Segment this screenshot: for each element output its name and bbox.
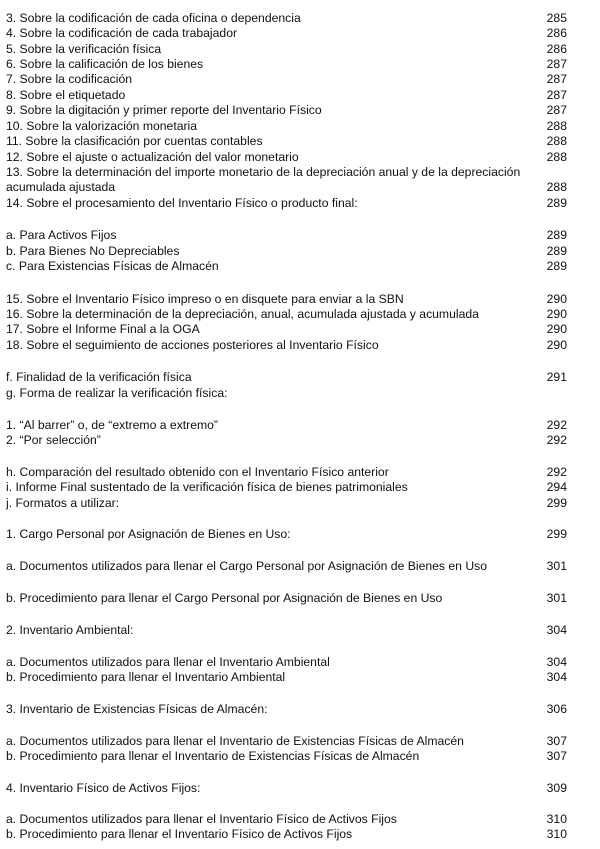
toc-entry-text: i. Informe Final sustentado de la verificación física de bienes patrimoniales bbox=[6, 480, 408, 494]
toc-entry bbox=[6, 119, 567, 134]
toc-entry-page: 301 bbox=[546, 559, 567, 573]
toc-entry-text: 6. Sobre la calificación de los bienes bbox=[6, 57, 204, 71]
toc-entry-text: a. Para Activos Fijos bbox=[6, 228, 117, 242]
toc-entry-page: 307 bbox=[546, 749, 567, 763]
toc-entry bbox=[6, 734, 567, 749]
toc-entry-text: 5. Sobre la verificación física bbox=[6, 42, 162, 56]
toc-entry bbox=[6, 670, 567, 685]
toc-entry bbox=[6, 26, 567, 41]
toc-entry-text: 16. Sobre la determinación de la depreciación, anual, acumulada ajustada y acumulada bbox=[6, 307, 479, 321]
toc-entry-page: 309 bbox=[546, 781, 567, 795]
toc-entry-page: 286 bbox=[546, 26, 567, 40]
toc-entry-text: 2. Inventario Ambiental: bbox=[6, 623, 134, 637]
toc-entry-text: h. Comparación del resultado obtenido con el Inventario Físico anterior bbox=[6, 465, 389, 479]
toc-entry-text: a. Documentos utilizados para llenar el Inventario Ambiental bbox=[6, 655, 330, 669]
toc-entry-page: 301 bbox=[546, 591, 567, 605]
toc-entry-page: 289 bbox=[546, 259, 567, 273]
toc-entry-page: 288 bbox=[546, 150, 567, 164]
toc-entry-page: 292 bbox=[546, 418, 567, 432]
toc-entry bbox=[6, 196, 567, 211]
toc-entry-page: 291 bbox=[546, 370, 567, 384]
toc-entry bbox=[6, 103, 567, 118]
toc-entry-page: 287 bbox=[546, 88, 567, 102]
toc-entry-text: 14. Sobre el procesamiento del Inventario Físico o producto final: bbox=[6, 196, 358, 210]
toc-entry-page: 299 bbox=[546, 496, 567, 510]
toc-entry-text: 15. Sobre el Inventario Físico impreso o en disquete para enviar a la SBN bbox=[6, 292, 404, 306]
toc-entry bbox=[6, 827, 567, 842]
toc-entry-page: 285 bbox=[546, 11, 567, 25]
toc-entry-text: 3. Sobre la codificación de cada oficina o dependencia bbox=[6, 11, 301, 25]
toc-entry-text: 4. Sobre la codificación de cada trabajador bbox=[6, 26, 238, 40]
toc-entry bbox=[6, 72, 567, 87]
toc-entry bbox=[6, 11, 567, 26]
toc-entry bbox=[6, 322, 567, 337]
toc-entry bbox=[6, 623, 567, 638]
toc-entry-page: 292 bbox=[546, 465, 567, 479]
toc-entry-text: 2. “Por selección” bbox=[6, 433, 101, 447]
toc-entry bbox=[6, 496, 567, 511]
toc-entry-page: 287 bbox=[546, 72, 567, 86]
toc-entry-text: f. Finalidad de la verificación física bbox=[6, 370, 192, 384]
toc-entry-page: 288 bbox=[546, 119, 567, 133]
toc-entry bbox=[6, 655, 567, 670]
toc-entry-page: 292 bbox=[546, 433, 567, 447]
toc-entry-text: 12. Sobre el ajuste o actualización del valor monetario bbox=[6, 150, 299, 164]
toc-entry-page: 286 bbox=[546, 42, 567, 56]
toc-entry bbox=[6, 418, 567, 433]
toc-entry-text: 8. Sobre el etiquetado bbox=[6, 88, 126, 102]
toc-entry bbox=[6, 386, 567, 401]
toc-entry-page: 304 bbox=[546, 670, 567, 684]
toc-entry-page: 289 bbox=[546, 228, 567, 242]
toc-entry bbox=[6, 433, 567, 448]
toc-entry-page: 299 bbox=[546, 527, 567, 541]
toc-entry-text: a. Documentos utilizados para llenar el Inventario Físico de Activos Fijos bbox=[6, 812, 397, 826]
toc-entry-page: 289 bbox=[546, 244, 567, 258]
toc-entry bbox=[6, 559, 567, 574]
toc-entry-text: 13. Sobre la determinación del importe monetario de la depreciación anual y de la depreciación acumulada ajustada bbox=[6, 165, 521, 194]
toc-entry bbox=[6, 781, 567, 796]
toc-entry-page: 288 bbox=[546, 134, 567, 148]
toc-entry-page: 290 bbox=[546, 322, 567, 336]
toc-entry-text: 10. Sobre la valorización monetaria bbox=[6, 119, 198, 133]
toc-entry-page: 290 bbox=[546, 307, 567, 321]
toc-entry-page: 310 bbox=[546, 827, 567, 841]
toc-entry-text: 4. Inventario Físico de Activos Fijos: bbox=[6, 781, 201, 795]
toc-entry-text: b. Procedimiento para llenar el Inventario Ambiental bbox=[6, 670, 286, 684]
toc-entry bbox=[6, 465, 567, 480]
toc-entry bbox=[6, 150, 567, 165]
toc-entry-text: b. Para Bienes No Depreciables bbox=[6, 244, 180, 258]
toc-entry bbox=[6, 259, 567, 274]
toc-entry-page: 287 bbox=[546, 57, 567, 71]
toc-entry-text: 11. Sobre la clasificación por cuentas contables bbox=[6, 134, 263, 148]
toc-entry-text: 1. “Al barrer” o, de “extremo a extremo” bbox=[6, 418, 218, 432]
toc-entry bbox=[6, 370, 567, 385]
toc-entry-text: 18. Sobre el seguimiento de acciones posteriores al Inventario Físico bbox=[6, 338, 379, 352]
toc-entry bbox=[6, 134, 567, 149]
toc-entry-text: 9. Sobre la digitación y primer reporte del Inventario Físico bbox=[6, 103, 322, 117]
toc-entry bbox=[6, 480, 567, 495]
toc-entry-text: b. Procedimiento para llenar el Inventario de Existencias Físicas de Almacén bbox=[6, 749, 420, 763]
toc-entry bbox=[6, 88, 567, 103]
toc-entry-text: c. Para Existencias Físicas de Almacén bbox=[6, 259, 219, 273]
toc-entry bbox=[6, 57, 567, 72]
toc-entry-page: 307 bbox=[546, 734, 567, 748]
toc-entry-page: 304 bbox=[546, 623, 567, 637]
toc-entry-page: 304 bbox=[546, 655, 567, 669]
toc-entry bbox=[6, 338, 567, 353]
toc-entry-text: g. Forma de realizar la verificación física: bbox=[6, 386, 228, 400]
toc-entry-text: j. Formatos a utilizar: bbox=[6, 496, 120, 510]
toc-entry-text: b. Procedimiento para llenar el Cargo Personal por Asignación de Bienes en Uso bbox=[6, 591, 443, 605]
toc-entry bbox=[6, 307, 567, 322]
toc-entry-page: 310 bbox=[546, 812, 567, 826]
toc-entry-page: 294 bbox=[546, 480, 567, 494]
toc-entry-text: 3. Inventario de Existencias Físicas de Almacén: bbox=[6, 702, 268, 716]
toc-entry bbox=[6, 42, 567, 57]
toc-entry bbox=[6, 228, 567, 243]
toc-entry-page: 290 bbox=[546, 292, 567, 306]
toc-entry bbox=[6, 749, 567, 764]
toc-entry bbox=[6, 527, 567, 542]
toc-entry bbox=[6, 165, 567, 195]
toc-entry-page: 306 bbox=[546, 702, 567, 716]
toc-entry-text: a. Documentos utilizados para llenar el Cargo Personal por Asignación de Bienes en Uso bbox=[6, 559, 488, 573]
toc-entry-text: a. Documentos utilizados para llenar el Inventario de Existencias Físicas de Almacén bbox=[6, 734, 464, 748]
toc-entry bbox=[6, 244, 567, 259]
toc-entry bbox=[6, 292, 567, 307]
toc-entry bbox=[6, 702, 567, 717]
toc-entry-text: 1. Cargo Personal por Asignación de Bienes en Uso: bbox=[6, 527, 291, 541]
toc-entry-text: 17. Sobre el Informe Final a la OGA bbox=[6, 322, 200, 336]
toc-entry-page: 289 bbox=[546, 196, 567, 210]
toc-entry-page: 290 bbox=[546, 338, 567, 352]
toc-entry-page: 288 bbox=[546, 180, 567, 194]
toc-entry-text: 7. Sobre la codificación bbox=[6, 72, 133, 86]
toc-entry bbox=[6, 591, 567, 606]
toc-entry-text: b. Procedimiento para llenar el Inventario Físico de Activos Fijos bbox=[6, 827, 353, 841]
toc-entry-page: 287 bbox=[546, 103, 567, 117]
toc-entry bbox=[6, 812, 567, 827]
